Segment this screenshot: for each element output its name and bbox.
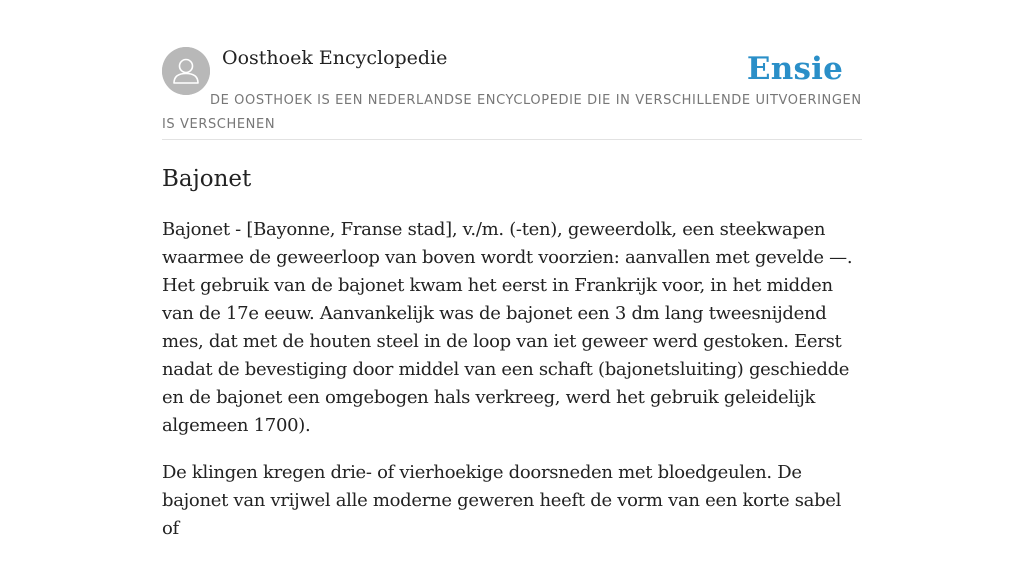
main-container bbox=[162, 0, 862, 539]
ensie-logo[interactable]: Ensie bbox=[746, 51, 843, 87]
article-paragraph: De klingen kregen drie- of vierhoekige doorsneden met bloedgeulen. De bajonet van vrijwel alle moderne geweren heeft de vorm van een korte sabel of bbox=[162, 462, 842, 539]
article-title: Bajonet bbox=[162, 166, 252, 192]
article-paragraph: Bajonet - [Bayonne, Franse stad], v./m. (-ten), geweerdolk, een steekwapen waarmee de geweerloop van boven wordt voorzien: aanvallen met gevelde —. Het gebruik van de bajonet kwam het eerst in Frankrijk voor, in het midden van de 17e eeuw. Aanvankelijk was de bajonet een 3 dm lang tweesnijdend mes, dat met de houten steel in de loop van iet geweer werd gestoken. Eerst nadat de bevestiging door middel van een schaft (bajonetsluiting) geschiedde en de bajonet een omgebogen hals verkreeg, werd het gebruik geleidelijk algemeen 1700). bbox=[162, 219, 853, 436]
site-header bbox=[162, 0, 862, 140]
site-name-link[interactable]: Oosthoek Encyclopedie bbox=[222, 47, 448, 69]
article-body bbox=[162, 216, 862, 562]
user-icon[interactable] bbox=[162, 47, 210, 95]
site-tagline: DE OOSTHOEK IS EEN NEDERLANDSE ENCYCLOPEDIE DIE IN VERSCHILLENDE UITVOERINGEN IS VERSCHENEN bbox=[162, 93, 862, 132]
